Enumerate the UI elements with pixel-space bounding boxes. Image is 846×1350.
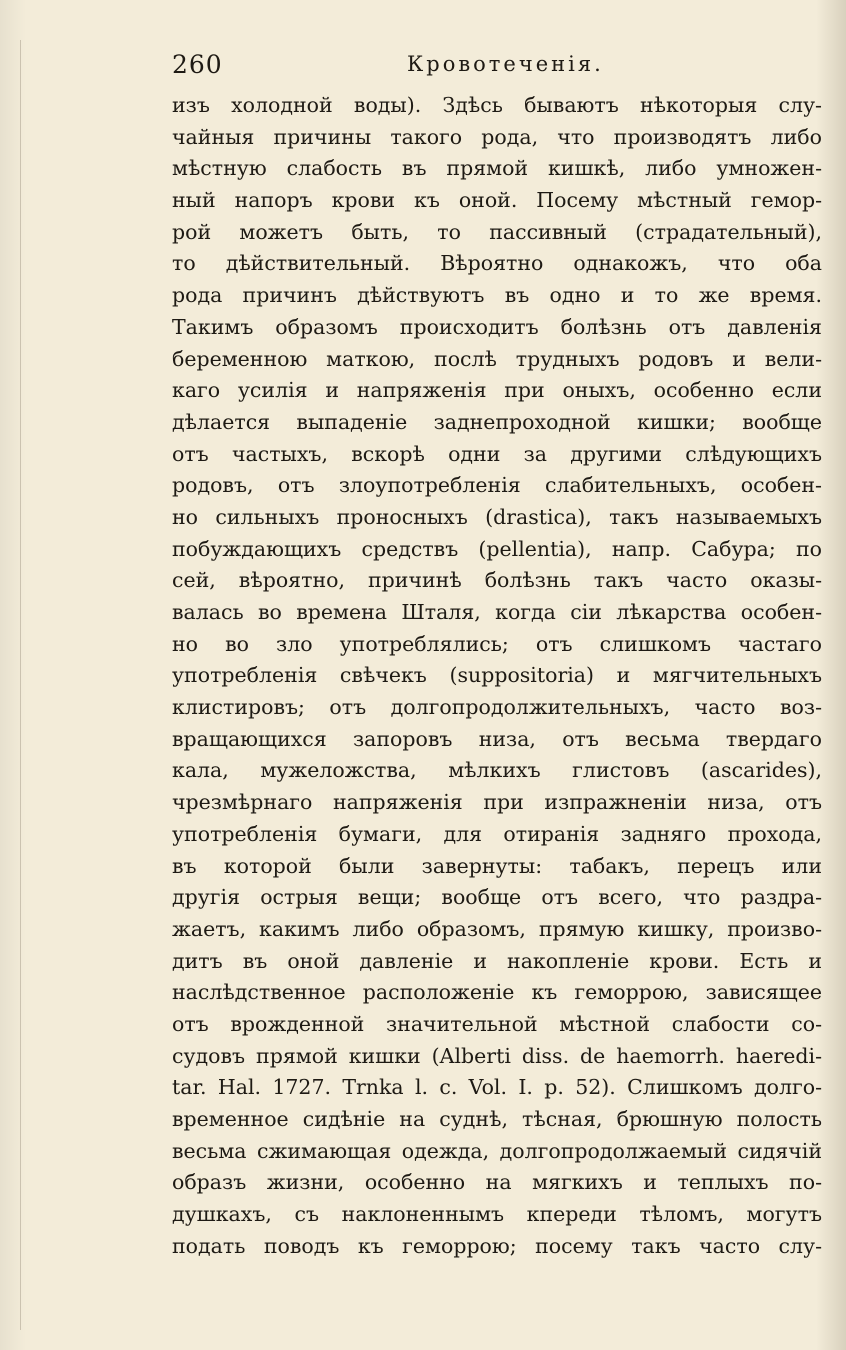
text-line: клистировъ; отъ долгопродолжительныхъ, часто воз- xyxy=(172,695,822,720)
text-line: мѣстную слабость въ прямой кишкѣ, либо умножен- xyxy=(172,156,822,181)
text-line: побуждающихъ средствъ (pellentia), напр. Сабура; по xyxy=(172,536,822,561)
text-line: чрезмѣрнаго напряженія при изпражненіи низа, отъ xyxy=(172,790,822,815)
text-line: дѣлается выпаденіе заднепроходной кишки; вообще xyxy=(172,409,822,434)
text-line: беременною маткою, послѣ трудныхъ родовъ и вели- xyxy=(172,346,822,371)
text-line: душкахъ, съ наклоненнымъ кпереди тѣломъ, могутъ xyxy=(172,1202,822,1227)
text-line: образъ жизни, особенно на мягкихъ и теплыхъ по- xyxy=(172,1170,822,1195)
text-line: каго усилія и напряженія при оныхъ, особенно если xyxy=(172,378,822,403)
text-line: ный напоръ крови къ оной. Посему мѣстный гемор- xyxy=(172,188,822,213)
text-line: временное сидѣніе на суднѣ, тѣсная, брюшную полость xyxy=(172,1107,822,1131)
text-line: чайныя причины такого рода, что производятъ либо xyxy=(172,124,822,149)
text-line: наслѣдственное расположеніе къ геморрою, зависящее xyxy=(172,980,822,1005)
text-line: рода причинъ дѣйствуютъ въ одно и то же время. xyxy=(172,283,822,308)
text-line: отъ врожденной значительной мѣстной слабости со- xyxy=(172,1011,822,1036)
running-head: Кровотеченія. xyxy=(407,52,604,76)
text-line: изъ холодной воды). Здѣсь бываютъ нѣкоторыя слу- xyxy=(172,93,822,117)
text-line: подать поводъ къ геморрою; посему такъ часто слу- xyxy=(172,1233,822,1258)
text-line: рой можетъ быть, то пассивный (страдательный), xyxy=(172,219,822,244)
body-text xyxy=(172,90,822,1262)
text-line: дитъ въ оной давленіе и накопленіе крови. Есть и xyxy=(172,948,822,973)
text-line: употребленія свѣчекъ (suppositoria) и мягчительныхъ xyxy=(172,663,822,688)
page-header xyxy=(172,50,812,84)
page-number: 260 xyxy=(172,50,223,79)
text-line: вращающихся запоровъ низа, отъ весьма твердаго xyxy=(172,726,822,751)
text-line: tar. Hal. 1727. Trnka l. c. Vol. I. p. 52). Слишкомъ долго- xyxy=(172,1075,822,1100)
text-line: Такимъ образомъ происходитъ болѣзнь отъ давленія xyxy=(172,314,822,339)
page-edge-rule xyxy=(20,40,21,1330)
text-line: жаетъ, какимъ либо образомъ, прямую кишку, произво- xyxy=(172,916,822,941)
text-line: родовъ, отъ злоупотребленія слабительныхъ, особен- xyxy=(172,473,822,498)
text-line: то дѣйствительный. Вѣроятно однакожъ, что оба xyxy=(172,251,822,276)
text-line: кала, мужеложства, мѣлкихъ глистовъ (ascarides), xyxy=(172,758,822,783)
text-line: судовъ прямой кишки (Alberti diss. de haemorrh. haeredi- xyxy=(172,1043,822,1068)
text-line: но во зло употреблялись; отъ слишкомъ частаго xyxy=(172,631,822,656)
text-line: другія острыя вещи; вообще отъ всего, что раздра- xyxy=(172,885,822,910)
text-line: отъ частыхъ, вскорѣ одни за другими слѣдующихъ xyxy=(172,441,822,466)
text-line: но сильныхъ проносныхъ (drastica), такъ называемыхъ xyxy=(172,504,822,529)
text-line: употребленія бумаги, для отиранія задняго прохода, xyxy=(172,821,822,846)
text-line: въ которой были завернуты: табакъ, перецъ или xyxy=(172,853,822,878)
text-line: сей, вѣроятно, причинѣ болѣзнь такъ часто оказы- xyxy=(172,568,822,593)
text-line: весьма сжимающая одежда, долгопродолжаемый сидячій xyxy=(172,1138,822,1163)
text-line: валась во времена Шталя, когда сіи лѣкарства особен- xyxy=(172,600,822,624)
